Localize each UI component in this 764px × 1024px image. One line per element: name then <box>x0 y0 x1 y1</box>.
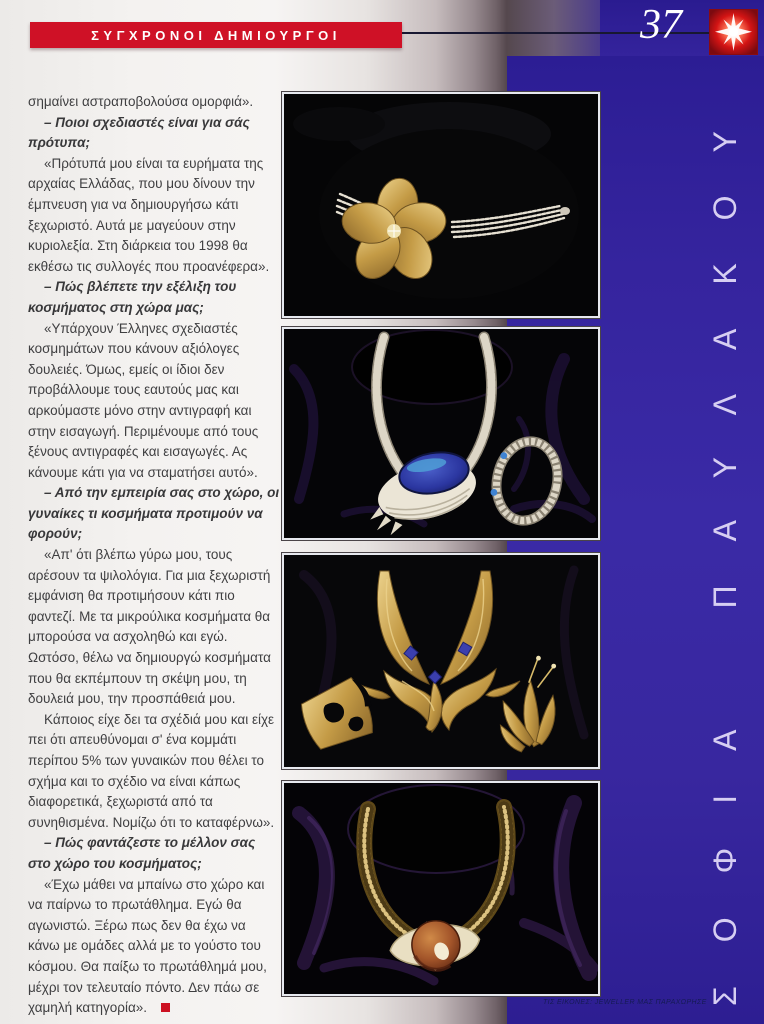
starburst-icon <box>709 9 758 55</box>
interview-answer: «Έχω μάθει να μπαίνω στο χώρο και να παίρνω το πρωτάθλημα. Εγώ θα αγωνιστώ. Ξέρω πως δεν θα έχω να κάνω με ομάδες αλλά με το γούστο του κόσμου. Θα παίξω το πρωτάθλημά μου, μέχρι τον τελευταίο πόντο. Δεν πάω σε χαμηλή κατηγορία». <box>28 876 267 1016</box>
photo-blue-stone-necklace-set <box>282 327 600 540</box>
interview-answer: Κάποιος είχε δει τα σχέδιά μου και είχε πει ότι απευθύνομαι σ' ένα κομμάτι περίπου 5% των γυναικών που θέλει το σχήμα και το σχέδιο να είναι κάπως διαφορετικά, ξεχωριστά από τα συνηθισμένα. Νομίζω ότι το καταφέρνω». <box>28 711 275 830</box>
photo-flame-collar-set <box>282 553 600 769</box>
interview-question: – Πώς φαντάζεστε το μέλλον σας στο χώρο του κοσμήματος; <box>28 835 256 871</box>
article-end-marker <box>161 1003 170 1012</box>
page-number: 37 <box>640 2 682 48</box>
designer-name-text: ΣΟΦΙΑ ΠΑΥΛΑΚΟΥ <box>707 87 743 1006</box>
designer-name-vertical <box>698 74 752 1012</box>
interview-answer: «Απ' ότι βλέπω γύρω μου, τους αρέσουν τα ψιλολόγια. Για μια ξεχωριστή εμφάνιση θα προτιμήσουν κάτι πιο φαντεζί. Με τα μικρούλικα κοσμήματα θα μπορούσα να ασχοληθώ και εγώ. Ωστόσο, θέλω να δημιουργώ κοσμήματα που θα εκπέμπουν τη σκέψη μου, τη δουλειά μου, την προσπάθειά μου. <box>28 547 271 707</box>
section-title-bar <box>30 22 402 48</box>
photo-gold-flower-choker <box>282 92 600 318</box>
starburst-badge <box>709 9 758 55</box>
interview-question: – Ποιοι σχεδιαστές είναι για σάς πρότυπα; <box>28 114 250 151</box>
header-gradient-strip <box>507 0 601 56</box>
photo-credit-caption: ΤΙΣ ΕΙΚΟΝΕΣ: JEWELLER ΜΑΣ ΠΑΡΑΧΩΡΗΣΕ <box>543 999 707 1006</box>
photo-coiled-choker-amber <box>282 781 600 996</box>
interview-question: – Πώς βλέπετε την εξέλιξη του κοσμήματος στη χώρα μας; <box>28 279 237 315</box>
interview-answer: σημαίνει αστραποβολούσα ομορφιά». <box>28 94 254 109</box>
section-title: ΣΥΓΧΡΟΝΟΙ ΔΗΜΙΟΥΡΓΟΙ <box>91 27 341 43</box>
interview-answer: «Υπάρχουν Έλληνες σχεδιαστές κοσμημάτων που κάνουν αξιόλογες δουλειές. Όμως, εμείς οι ίδιοι δεν προβάλλουμε τους εαυτούς μας και αρκούμαστε μόνο στην αντιγραφή και στην εισαγωγή. Περιμένουμε από τους ξένους αντιγραφές και εισαγωγές. Ας κάνουμε κάτι για να σταματήσει αυτό». <box>28 320 259 480</box>
interview-question: – Από την εμπειρία σας στο χώρο, οι γυναίκες τι κοσμήματα προτιμούν να φορούν; <box>28 485 280 542</box>
interview-answer: «Πρότυπά μου είναι τα ευρήματα της αρχαίας Ελλάδας, που μου δίνουν την έμπνευση για να δημιουργήσω κάτι ξεχωριστό. Αυτά με μαγεύουν στην κυριολεξία. Στη διάρκεια του 1998 θα εκθέσω τις συλλογές που προανέφερα». <box>28 155 270 274</box>
interview-article <box>28 92 280 1019</box>
